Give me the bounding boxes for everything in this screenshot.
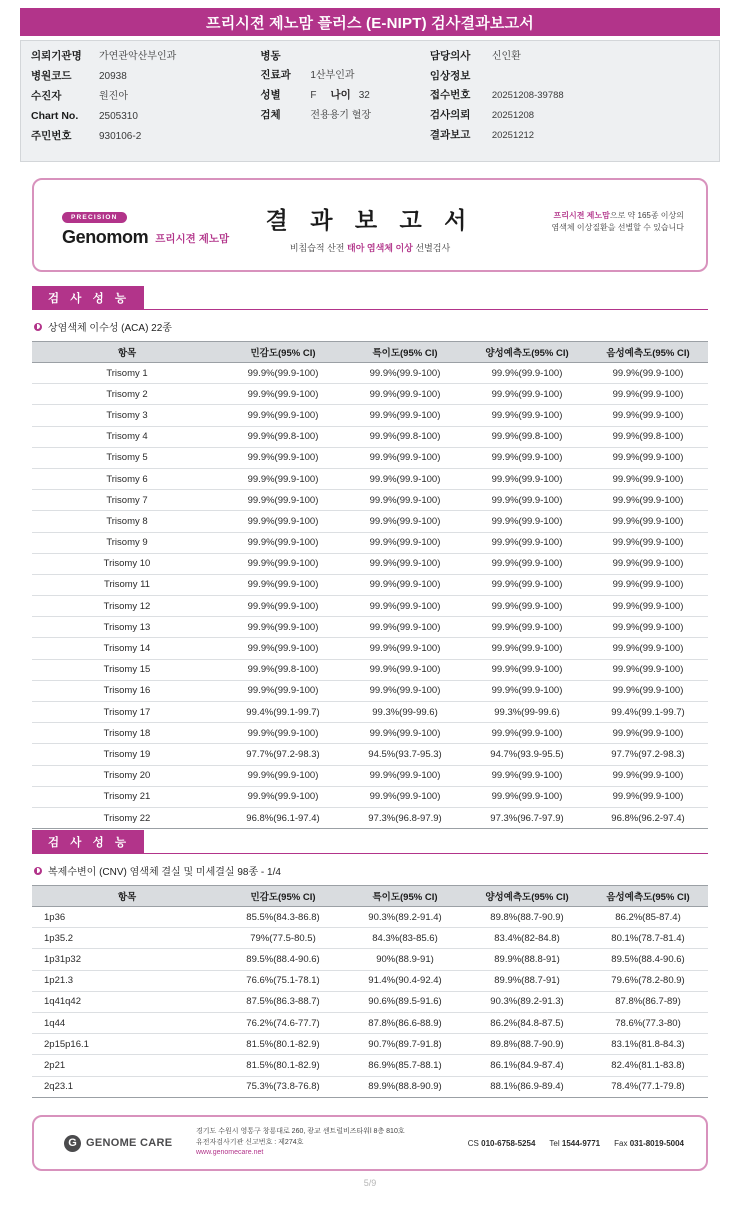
report-title: 결 과 보 고 서 — [265, 207, 475, 233]
row-value: 89.8%(88.7-90.9) — [466, 907, 588, 928]
patient-info-col-3 — [430, 49, 709, 161]
row-value: 91.4%(90.4-92.4) — [344, 970, 466, 991]
row-value: 99.9%(99.9-100) — [466, 680, 588, 701]
info-row — [430, 128, 709, 143]
info-row — [260, 68, 430, 83]
genome-care-logo — [64, 1135, 196, 1152]
table-row — [32, 659, 708, 680]
row-value: 99.9%(99.9-100) — [466, 468, 588, 489]
section-heading: 검 사 성 능 — [32, 830, 144, 854]
row-value: 99.9%(99.8-100) — [466, 426, 588, 447]
row-value: 99.9%(99.9-100) — [588, 786, 708, 807]
row-label: Trisomy 20 — [32, 765, 222, 786]
row-value: 86.9%(85.7-88.1) — [344, 1055, 466, 1076]
row-label: Trisomy 14 — [32, 638, 222, 659]
row-label: Trisomy 11 — [32, 574, 222, 595]
info-row — [260, 49, 430, 63]
row-value: 89.5%(88.4-90.6) — [588, 949, 708, 970]
row-value: 99.9%(99.9-100) — [222, 765, 344, 786]
row-label: Trisomy 19 — [32, 744, 222, 765]
row-value: 96.8%(96.2-97.4) — [588, 807, 708, 828]
row-label: 2p15p16.1 — [32, 1034, 222, 1055]
row-value: 99.9%(99.9-100) — [588, 468, 708, 489]
info-row — [31, 69, 260, 84]
table-row — [32, 553, 708, 574]
section-aca — [32, 286, 708, 829]
row-value: 99.9%(99.9-100) — [222, 786, 344, 807]
report-note-brand: 프리시젼 제노맘 — [553, 211, 610, 220]
info-label: Chart No. — [31, 110, 79, 122]
row-value: 99.9%(99.9-100) — [344, 659, 466, 680]
info-value: 20251208 — [491, 110, 535, 121]
genome-care-mark-icon: G — [64, 1135, 81, 1152]
patient-info-panel — [20, 40, 720, 162]
table-row — [32, 1012, 708, 1033]
row-label: Trisomy 2 — [32, 384, 222, 405]
row-value: 99.9%(99.9-100) — [466, 553, 588, 574]
info-label: 진료과 — [260, 69, 291, 81]
table-row — [32, 991, 708, 1012]
info-value: 2505310 — [99, 111, 138, 122]
info-row — [430, 108, 709, 123]
bullet-icon — [34, 867, 42, 875]
row-value: 99.9%(99.9-100) — [466, 363, 588, 384]
row-label: Trisomy 7 — [32, 490, 222, 511]
row-value: 99.9%(99.9-100) — [466, 532, 588, 553]
row-label: Trisomy 5 — [32, 447, 222, 468]
table-row — [32, 807, 708, 828]
row-value: 99.9%(99.9-100) — [344, 786, 466, 807]
info-label: 성별 — [260, 89, 281, 101]
table-row — [32, 426, 708, 447]
table-row — [32, 384, 708, 405]
row-value: 82.4%(81.1-83.8) — [588, 1055, 708, 1076]
row-value: 99.9%(99.9-100) — [588, 490, 708, 511]
row-value: 99.9%(99.9-100) — [222, 638, 344, 659]
row-value: 99.9%(99.9-100) — [466, 765, 588, 786]
section-subtitle-row — [34, 863, 708, 878]
genome-care-name: GENOME CARE — [86, 1137, 173, 1149]
row-value: 97.7%(97.2-98.3) — [588, 744, 708, 765]
precision-badge: PRECISION — [62, 212, 127, 223]
contact-tel — [549, 1139, 600, 1148]
info-label-age: 나이 — [330, 89, 351, 101]
row-value: 99.9%(99.9-100) — [344, 363, 466, 384]
row-label: Trisomy 22 — [32, 807, 222, 828]
row-value: 94.7%(93.9-95.5) — [466, 744, 588, 765]
row-value: 99.9%(99.9-100) — [588, 511, 708, 532]
row-value: 80.1%(78.7-81.4) — [588, 928, 708, 949]
table-row — [32, 1034, 708, 1055]
row-value: 99.9%(99.9-100) — [344, 405, 466, 426]
table-row — [32, 447, 708, 468]
row-value: 89.5%(88.4-90.6) — [222, 949, 344, 970]
info-row — [430, 88, 709, 103]
row-value: 99.9%(99.9-100) — [588, 447, 708, 468]
page-number: 5/9 — [363, 1178, 377, 1188]
row-value: 99.9%(99.8-100) — [344, 426, 466, 447]
company-website-link[interactable]: www.genomecare.net — [196, 1149, 264, 1157]
row-value: 89.9%(88.8-91) — [466, 949, 588, 970]
company-address — [196, 1127, 446, 1159]
row-value: 99.3%(99-99.6) — [466, 702, 588, 723]
table-row — [32, 638, 708, 659]
patient-info-col-1 — [31, 49, 260, 161]
row-value: 90.3%(89.2-91.4) — [344, 907, 466, 928]
table-row — [32, 723, 708, 744]
row-value: 99.9%(99.9-100) — [222, 617, 344, 638]
row-label: Trisomy 9 — [32, 532, 222, 553]
row-value: 89.9%(88.8-90.9) — [344, 1076, 466, 1097]
row-value: 90.7%(89.7-91.8) — [344, 1034, 466, 1055]
row-value: 99.9%(99.9-100) — [466, 384, 588, 405]
contact-value: 1544-9771 — [561, 1138, 601, 1148]
row-value: 99.9%(99.9-100) — [344, 468, 466, 489]
row-value: 99.9%(99.9-100) — [466, 638, 588, 659]
row-value: 97.3%(96.8-97.9) — [344, 807, 466, 828]
info-label: 병원코드 — [31, 70, 72, 82]
column-header: 음성예측도(95% CI) — [588, 342, 708, 363]
row-value: 99.9%(99.9-100) — [588, 384, 708, 405]
row-label: 1p21.3 — [32, 970, 222, 991]
row-value: 90.6%(89.5-91.6) — [344, 991, 466, 1012]
table-row — [32, 574, 708, 595]
row-label: Trisomy 6 — [32, 468, 222, 489]
info-label: 수진자 — [31, 90, 62, 102]
info-value: 20251212 — [491, 130, 535, 141]
info-label: 임상정보 — [429, 70, 471, 82]
row-value: 99.9%(99.9-100) — [344, 596, 466, 617]
row-value: 75.3%(73.8-76.8) — [222, 1076, 344, 1097]
column-header: 민감도(95% CI) — [222, 342, 344, 363]
row-value: 99.9%(99.9-100) — [588, 532, 708, 553]
section-rule — [144, 853, 708, 854]
footer-card — [32, 1115, 708, 1171]
address-line-1: 경기도 수원시 영통구 창룡대로 260, 광교 센트럴비즈타워l 8층 810호 — [196, 1128, 405, 1136]
row-label: Trisomy 10 — [32, 553, 222, 574]
row-value: 99.9%(99.9-100) — [222, 574, 344, 595]
info-label: 담당의사 — [429, 50, 471, 62]
row-value: 79.6%(78.2-80.9) — [588, 970, 708, 991]
info-row — [430, 69, 709, 83]
row-value: 99.9%(99.9-100) — [588, 574, 708, 595]
contact-label: Fax — [614, 1138, 628, 1148]
report-subtitle-highlight: 태아 염색체 이상 — [347, 243, 413, 253]
row-value: 99.9%(99.9-100) — [588, 596, 708, 617]
section-subtitle: 상염색체 이수성 (ACA) 22종 — [48, 323, 172, 334]
row-value: 86.2%(85-87.4) — [588, 907, 708, 928]
row-value: 99.9%(99.9-100) — [344, 765, 466, 786]
row-value: 99.9%(99.9-100) — [588, 659, 708, 680]
row-value: 99.9%(99.8-100) — [222, 659, 344, 680]
row-value: 99.9%(99.9-100) — [344, 680, 466, 701]
contact-cs — [468, 1139, 536, 1148]
row-value: 87.8%(86.6-88.9) — [344, 1012, 466, 1033]
row-label: Trisomy 15 — [32, 659, 222, 680]
table-row — [32, 744, 708, 765]
row-value: 99.9%(99.9-100) — [466, 723, 588, 744]
row-value: 99.9%(99.9-100) — [588, 553, 708, 574]
row-value: 99.9%(99.9-100) — [466, 596, 588, 617]
table-row — [32, 765, 708, 786]
report-subtitle-post: 선별검사 — [412, 243, 451, 253]
table-row — [32, 490, 708, 511]
table-row — [32, 970, 708, 991]
column-header: 양성예측도(95% CI) — [466, 342, 588, 363]
row-value: 99.4%(99.1-99.7) — [222, 702, 344, 723]
info-row — [31, 109, 260, 124]
row-value: 99.9%(99.9-100) — [344, 490, 466, 511]
contact-value: 031-8019-5004 — [629, 1138, 684, 1148]
info-value: 가연관악산부인과 — [99, 51, 177, 62]
column-header: 특이도(95% CI) — [344, 342, 466, 363]
info-value: 20251208-39788 — [491, 90, 564, 101]
patient-info-col-2 — [260, 49, 430, 161]
info-value-age: 32 — [358, 90, 370, 101]
row-label: Trisomy 12 — [32, 596, 222, 617]
row-value: 99.9%(99.9-100) — [344, 511, 466, 532]
row-value: 78.4%(77.1-79.8) — [588, 1076, 708, 1097]
contact-label: CS — [467, 1138, 479, 1148]
row-value: 99.9%(99.9-100) — [588, 638, 708, 659]
report-subtitle — [34, 241, 706, 254]
row-value: 96.8%(96.1-97.4) — [222, 807, 344, 828]
row-label: Trisomy 4 — [32, 426, 222, 447]
table-row — [32, 532, 708, 553]
logo-wordmark: Genomom — [62, 227, 149, 247]
row-value: 99.9%(99.9-100) — [222, 553, 344, 574]
row-value: 99.9%(99.9-100) — [344, 617, 466, 638]
info-label: 주민번호 — [31, 130, 72, 142]
row-value: 85.5%(84.3-86.8) — [222, 907, 344, 928]
row-value: 99.9%(99.9-100) — [466, 617, 588, 638]
info-row — [31, 129, 260, 144]
table-row — [32, 907, 708, 928]
table-row — [32, 928, 708, 949]
info-row — [260, 108, 430, 123]
table-row — [32, 617, 708, 638]
row-value: 84.3%(83-85.6) — [344, 928, 466, 949]
row-value: 86.2%(84.8-87.5) — [466, 1012, 588, 1033]
table-row — [32, 949, 708, 970]
aca-performance-table — [32, 341, 708, 829]
info-value: 930106-2 — [99, 131, 142, 142]
info-row — [430, 49, 709, 64]
row-label: Trisomy 8 — [32, 511, 222, 532]
row-value: 99.9%(99.9-100) — [344, 723, 466, 744]
column-header: 특이도(95% CI) — [344, 886, 466, 907]
page-title: 프리시젼 제노맘 플러스 (E-NIPT) 검사결과보고서 — [20, 8, 720, 36]
table-header-row — [32, 886, 708, 907]
table-row — [32, 468, 708, 489]
info-value: 20938 — [99, 71, 127, 82]
section-subtitle-row — [34, 319, 708, 334]
row-label: 1p35.2 — [32, 928, 222, 949]
table-row — [32, 1076, 708, 1097]
row-value: 99.9%(99.9-100) — [344, 532, 466, 553]
table-row — [32, 680, 708, 701]
row-value: 99.9%(99.9-100) — [588, 723, 708, 744]
row-value: 99.9%(99.9-100) — [344, 553, 466, 574]
info-row — [31, 89, 260, 104]
row-value: 99.9%(99.9-100) — [588, 680, 708, 701]
row-label: 1q44 — [32, 1012, 222, 1033]
info-label: 결과보고 — [429, 129, 471, 141]
row-value: 79%(77.5-80.5) — [222, 928, 344, 949]
info-value: F — [310, 90, 317, 101]
cnv-performance-table — [32, 885, 708, 1098]
table-row — [32, 596, 708, 617]
row-value: 97.7%(97.2-98.3) — [222, 744, 344, 765]
contact-list — [468, 1139, 684, 1148]
info-value: 원진아 — [99, 91, 128, 102]
row-value: 90.3%(89.2-91.3) — [466, 991, 588, 1012]
row-value: 89.8%(88.7-90.9) — [466, 1034, 588, 1055]
row-value: 99.9%(99.9-100) — [344, 638, 466, 659]
table-header-row — [32, 342, 708, 363]
row-value: 99.9%(99.9-100) — [222, 511, 344, 532]
report-subtitle-pre: 비침습적 산전 — [289, 243, 347, 253]
info-label: 병동 — [260, 50, 281, 62]
row-value: 99.9%(99.9-100) — [222, 447, 344, 468]
info-label: 검체 — [260, 109, 281, 121]
report-note-line2: 염색체 이상질환을 선별할 수 있습니다 — [551, 223, 684, 232]
column-header: 민감도(95% CI) — [222, 886, 344, 907]
row-value: 99.9%(99.9-100) — [222, 490, 344, 511]
row-label: 1p31p32 — [32, 949, 222, 970]
row-value: 99.9%(99.9-100) — [588, 765, 708, 786]
address-line-2: 유전자검사기관 신고번호 : 제274호 — [196, 1138, 304, 1146]
row-value: 81.5%(80.1-82.9) — [222, 1055, 344, 1076]
row-value: 99.9%(99.9-100) — [222, 405, 344, 426]
table-row — [32, 1055, 708, 1076]
row-value: 76.6%(75.1-78.1) — [222, 970, 344, 991]
row-label: Trisomy 1 — [32, 363, 222, 384]
info-label: 접수번호 — [429, 89, 471, 101]
row-label: 1q41q42 — [32, 991, 222, 1012]
row-value: 99.9%(99.9-100) — [588, 617, 708, 638]
row-value: 99.9%(99.9-100) — [466, 786, 588, 807]
row-value: 99.9%(99.8-100) — [222, 426, 344, 447]
column-header: 음성예측도(95% CI) — [588, 886, 708, 907]
bullet-icon — [34, 323, 42, 331]
row-label: Trisomy 13 — [32, 617, 222, 638]
row-label: 1p36 — [32, 907, 222, 928]
column-header: 항목 — [32, 886, 222, 907]
row-value: 99.9%(99.9-100) — [344, 384, 466, 405]
row-label: 2q23.1 — [32, 1076, 222, 1097]
table-row — [32, 511, 708, 532]
row-value: 88.1%(86.9-89.4) — [466, 1076, 588, 1097]
row-label: Trisomy 17 — [32, 702, 222, 723]
info-value: 전용용기 혈장 — [310, 110, 372, 121]
section-rule — [144, 309, 708, 310]
row-value: 99.9%(99.9-100) — [466, 447, 588, 468]
row-value: 99.9%(99.9-100) — [588, 405, 708, 426]
row-value: 99.9%(99.9-100) — [222, 468, 344, 489]
row-value: 99.9%(99.9-100) — [222, 532, 344, 553]
table-row — [32, 363, 708, 384]
contact-label: Tel — [549, 1138, 560, 1148]
row-value: 78.6%(77.3-80) — [588, 1012, 708, 1033]
row-value: 99.9%(99.9-100) — [466, 574, 588, 595]
report-header-card — [32, 178, 708, 272]
row-value: 99.9%(99.9-100) — [466, 490, 588, 511]
row-value: 97.3%(96.7-97.9) — [466, 807, 588, 828]
report-note — [494, 210, 684, 234]
column-header: 양성예측도(95% CI) — [466, 886, 588, 907]
report-note-line1: 으로 약 165종 이상의 — [609, 211, 684, 220]
column-header: 항목 — [32, 342, 222, 363]
row-value: 99.9%(99.9-100) — [344, 447, 466, 468]
row-value: 83.4%(82-84.8) — [466, 928, 588, 949]
row-value: 94.5%(93.7-95.3) — [344, 744, 466, 765]
info-row — [31, 49, 260, 64]
row-value: 99.9%(99.9-100) — [466, 659, 588, 680]
row-value: 99.9%(99.9-100) — [344, 574, 466, 595]
row-value: 99.9%(99.9-100) — [222, 384, 344, 405]
row-value: 99.9%(99.9-100) — [466, 405, 588, 426]
info-value: 1산부인과 — [310, 70, 355, 81]
row-value: 99.9%(99.9-100) — [222, 596, 344, 617]
row-value: 87.5%(86.3-88.7) — [222, 991, 344, 1012]
row-label: Trisomy 3 — [32, 405, 222, 426]
row-value: 99.9%(99.9-100) — [222, 723, 344, 744]
row-label: 2p21 — [32, 1055, 222, 1076]
row-value: 89.9%(88.7-91) — [466, 970, 588, 991]
row-value: 83.1%(81.8-84.3) — [588, 1034, 708, 1055]
info-label: 검사의뢰 — [429, 109, 471, 121]
info-row-gender-age — [260, 88, 430, 103]
table-row — [32, 405, 708, 426]
row-value: 99.4%(99.1-99.7) — [588, 702, 708, 723]
row-value: 99.9%(99.9-100) — [222, 363, 344, 384]
row-label: Trisomy 16 — [32, 680, 222, 701]
row-value: 99.9%(99.9-100) — [588, 363, 708, 384]
row-value: 99.9%(99.8-100) — [588, 426, 708, 447]
row-value: 90%(88.9-91) — [344, 949, 466, 970]
row-value: 86.1%(84.9-87.4) — [466, 1055, 588, 1076]
row-label: Trisomy 21 — [32, 786, 222, 807]
row-value: 99.9%(99.9-100) — [222, 680, 344, 701]
contact-fax — [614, 1139, 684, 1148]
row-value: 76.2%(74.6-77.7) — [222, 1012, 344, 1033]
logo-korean-name: 프리시젼 제노맘 — [155, 233, 230, 245]
row-value: 87.8%(86.7-89) — [588, 991, 708, 1012]
table-row — [32, 702, 708, 723]
info-label: 의뢰기관명 — [31, 50, 82, 62]
table-row — [32, 786, 708, 807]
info-value: 신인환 — [491, 51, 521, 62]
row-value: 81.5%(80.1-82.9) — [222, 1034, 344, 1055]
section-heading: 검 사 성 능 — [32, 286, 144, 310]
section-cnv — [32, 830, 708, 1098]
contact-value: 010-6758-5254 — [481, 1138, 536, 1148]
section-subtitle: 복제수변이 (CNV) 염색체 결실 및 미세결실 98종 - 1/4 — [48, 867, 281, 878]
row-value: 99.9%(99.9-100) — [466, 511, 588, 532]
row-value: 99.3%(99-99.6) — [344, 702, 466, 723]
row-label: Trisomy 18 — [32, 723, 222, 744]
